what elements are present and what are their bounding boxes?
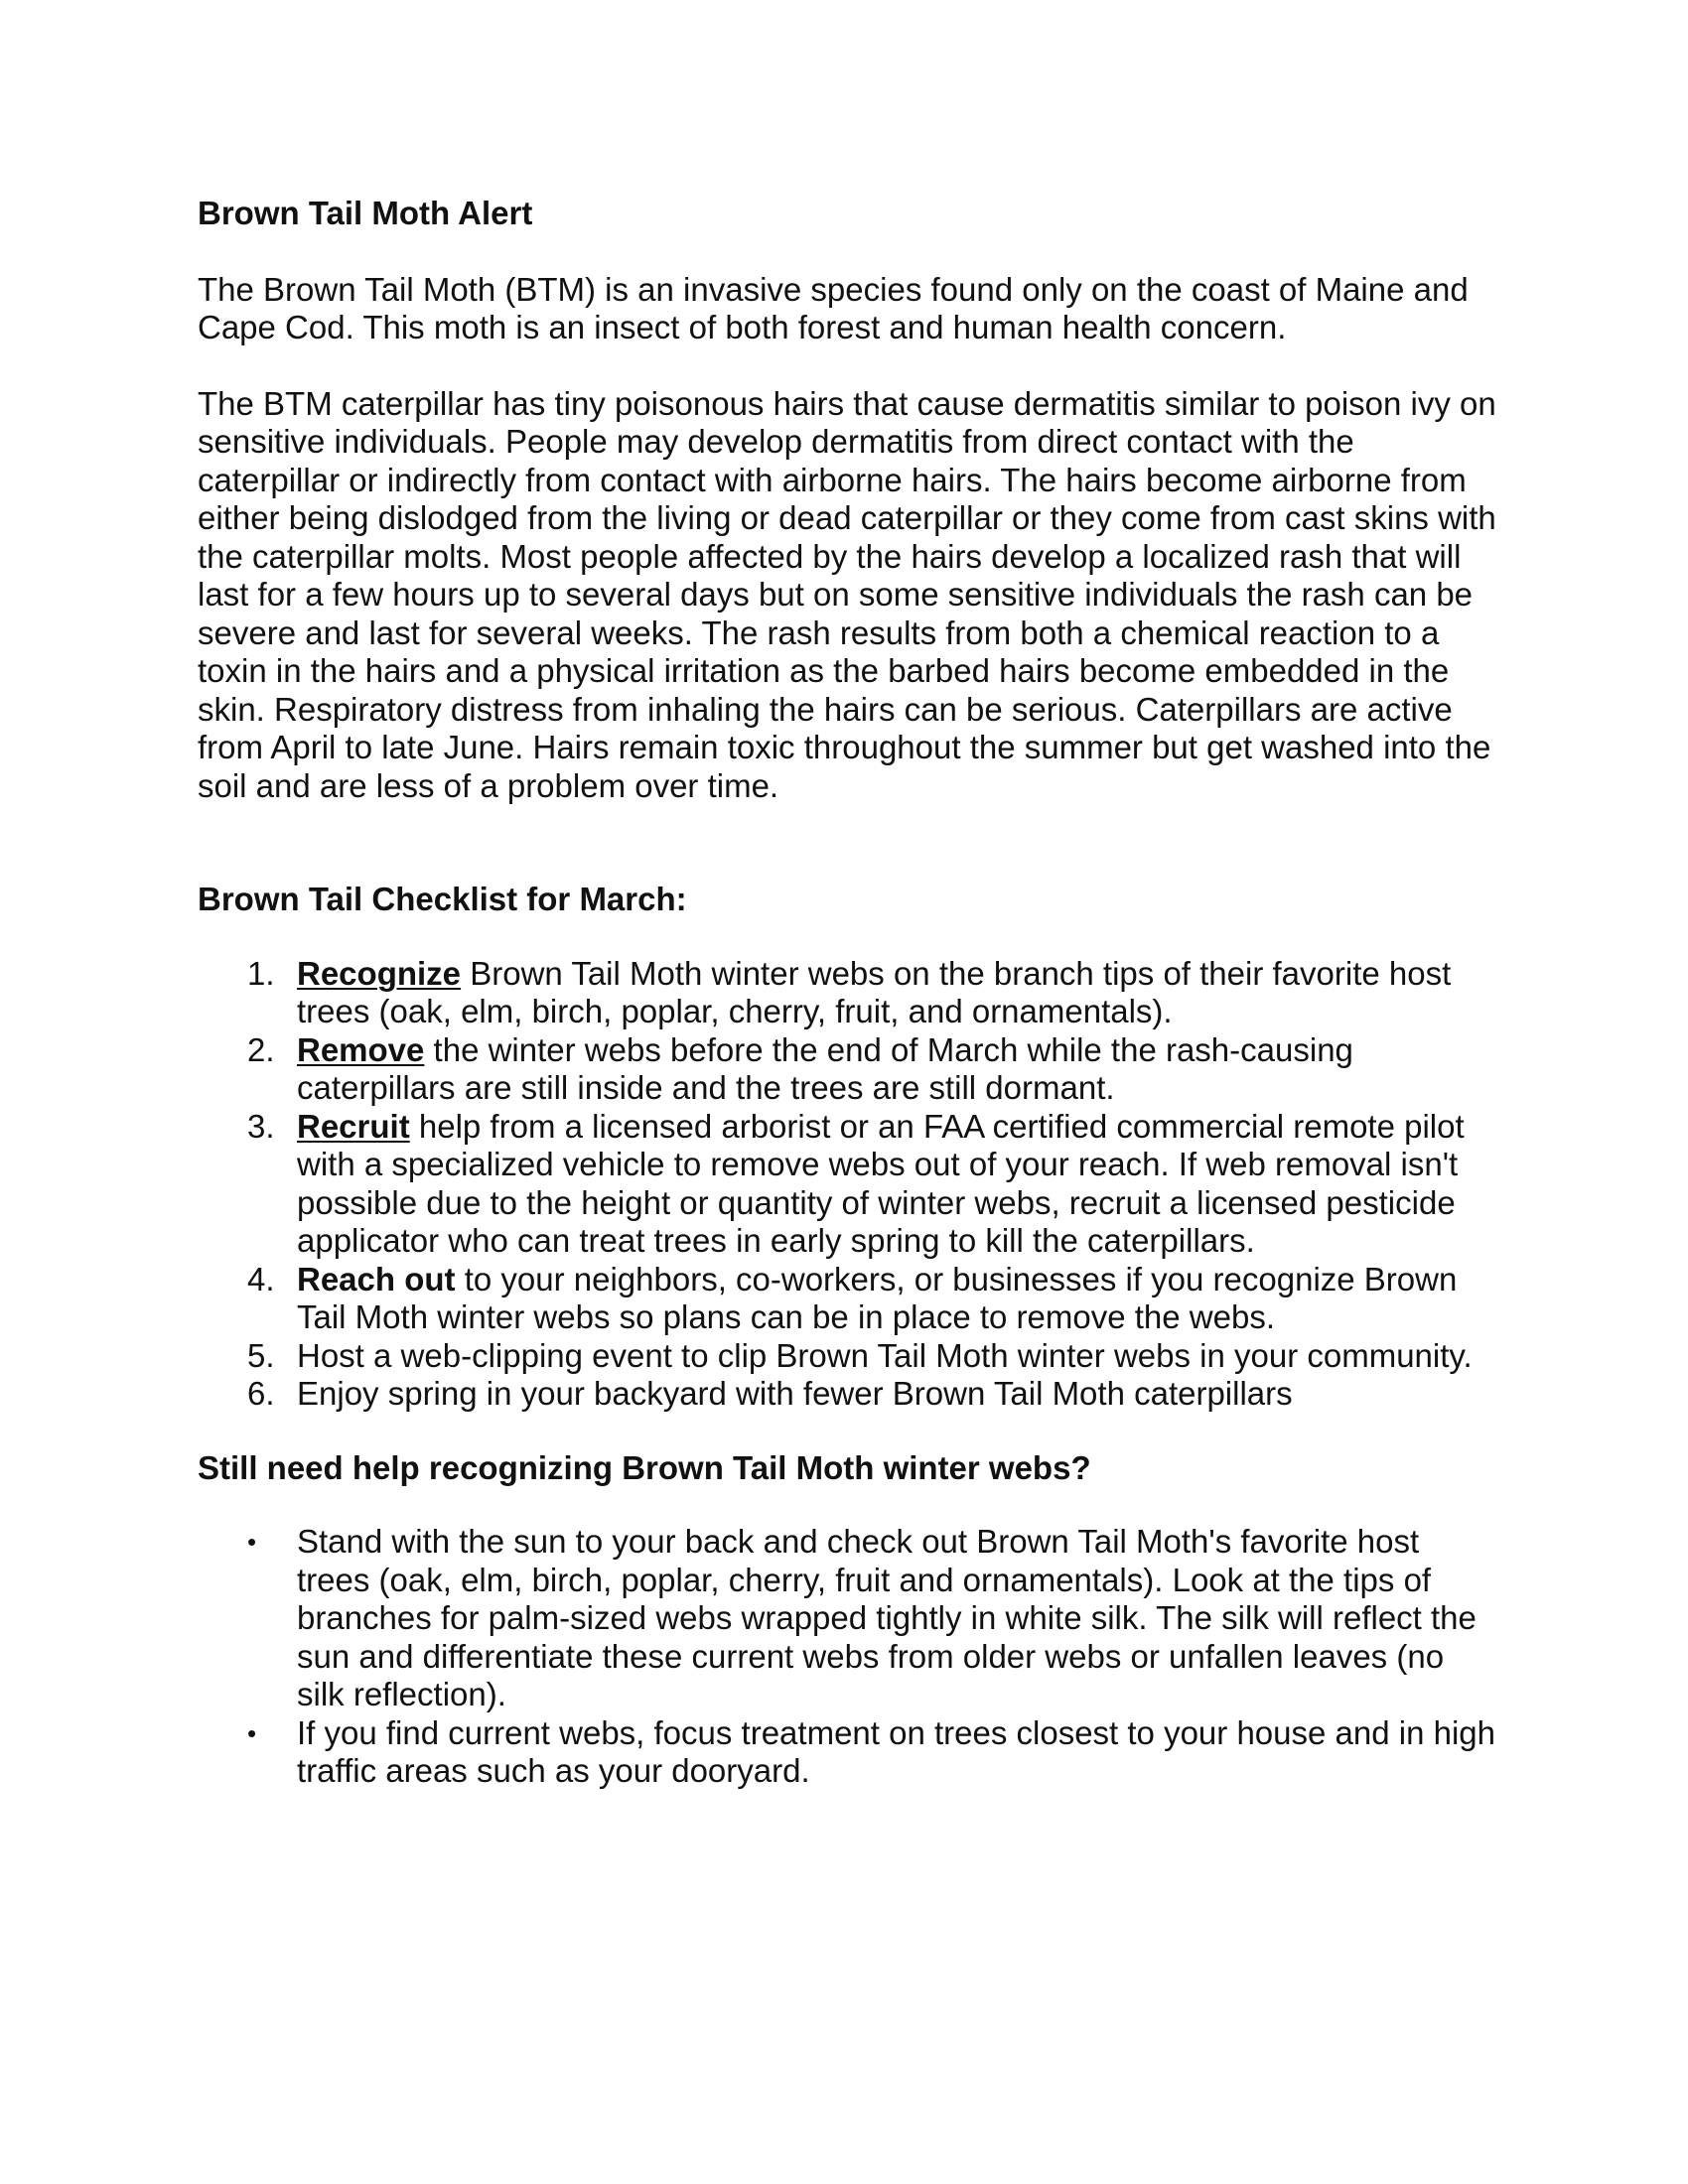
checklist-item	[198, 1375, 1498, 1414]
checklist-keyword: Remove	[297, 1030, 425, 1068]
checklist-item	[198, 1031, 1498, 1108]
checklist-item	[198, 1108, 1498, 1261]
document-title: Brown Tail Moth Alert	[198, 195, 533, 231]
list-number: 4.	[247, 1260, 275, 1297]
help-text: If you find current webs, focus treatment on trees closest to your house and in high traffic areas such as your dooryard.	[297, 1713, 1495, 1789]
checklist	[198, 955, 1498, 1414]
checklist-text: the winter webs before the end of March while the rash-causing caterpillars are still inside and the trees are still dormant.	[297, 1030, 1353, 1106]
checklist-text: help from a licensed arborist or an FAA certified commercial remote pilot with a specialized vehicle to remove webs out of your reach. If web removal isn't possible due to the height or quantity of winter webs, recruit a licensed pesticide applicator who can treat trees in early spring to kill the caterpillars.	[297, 1107, 1465, 1259]
checklist-item	[198, 955, 1498, 1031]
details-paragraph: The BTM caterpillar has tiny poisonous hairs that cause dermatitis similar to poison ivy on sensitive individuals. People may develop dermatitis from direct contact with the caterpillar or indirectly from contact with airborne hairs. The hairs become airborne from either being dislodged from the living or dead caterpillar or they come from cast skins with the caterpillar molts. Most people affected by the hairs develop a localized rash that will last for a few hours up to several days but on some sensitive individuals the rash can be severe and last for several weeks. The rash results from both a chemical reaction to a toxin in the hairs and a physical irritation as the barbed hairs become embedded in the skin. Respiratory distress from inhaling the hairs can be serious. Caterpillars are active from April to late June. Hairs remain toxic throughout the summer but get washed into the soil and are less of a problem over time.	[198, 384, 1496, 804]
checklist-text: Brown Tail Moth winter webs on the branch tips of their favorite host trees (oak, elm, birch, poplar, cherry, fruit, and ornamentals).	[297, 954, 1452, 1029]
bullet-icon: •	[247, 1717, 257, 1748]
checklist-keyword: Recruit	[297, 1107, 410, 1145]
checklist-text: to your neighbors, co-workers, or businesses if you recognize Brown Tail Moth winter webs so plans can be in place to remove the webs.	[297, 1260, 1458, 1335]
help-text: Stand with the sun to your back and check out Brown Tail Moth's favorite host trees (oak, elm, birch, poplar, cherry, fruit and ornamentals). Look at the tips of branches for palm-sized webs wrapped tightly in white silk. The silk will reflect the sun and differentiate these current webs from older webs or unfallen leaves (no silk reflection).	[297, 1523, 1477, 1712]
intro-paragraph: The Brown Tail Moth (BTM) is an invasive species found only on the coast of Maine and Cape Cod. This moth is an insect of both forest and human health concern.	[198, 270, 1469, 345]
spacer	[198, 1414, 1498, 1449]
checklist-text: Host a web-clipping event to clip Brown Tail Moth winter webs in your community.	[297, 1336, 1473, 1374]
list-number: 6.	[247, 1375, 275, 1412]
list-number: 1.	[247, 954, 275, 992]
checklist-item	[198, 1261, 1498, 1337]
list-number: 2.	[247, 1030, 275, 1068]
spacer	[198, 1487, 1498, 1523]
help-item	[198, 1714, 1498, 1791]
checklist-keyword: Recognize	[297, 954, 462, 992]
help-list	[198, 1523, 1498, 1791]
bullet-icon: •	[247, 1527, 257, 1557]
spacer	[198, 233, 1498, 271]
spacer	[198, 919, 1498, 955]
checklist-item	[198, 1337, 1498, 1376]
spacer	[198, 805, 1498, 881]
checklist-keyword: Reach out	[297, 1260, 456, 1297]
help-heading: Still need help recognizing Brown Tail Moth winter webs?	[198, 1448, 1091, 1486]
list-number: 3.	[247, 1107, 275, 1145]
checklist-text: Enjoy spring in your backyard with fewer Brown Tail Moth caterpillars	[297, 1375, 1293, 1412]
document-page	[198, 195, 1498, 1791]
list-number: 5.	[247, 1336, 275, 1374]
checklist-heading: Brown Tail Checklist for March:	[198, 881, 687, 917]
help-item	[198, 1523, 1498, 1714]
spacer	[198, 347, 1498, 385]
